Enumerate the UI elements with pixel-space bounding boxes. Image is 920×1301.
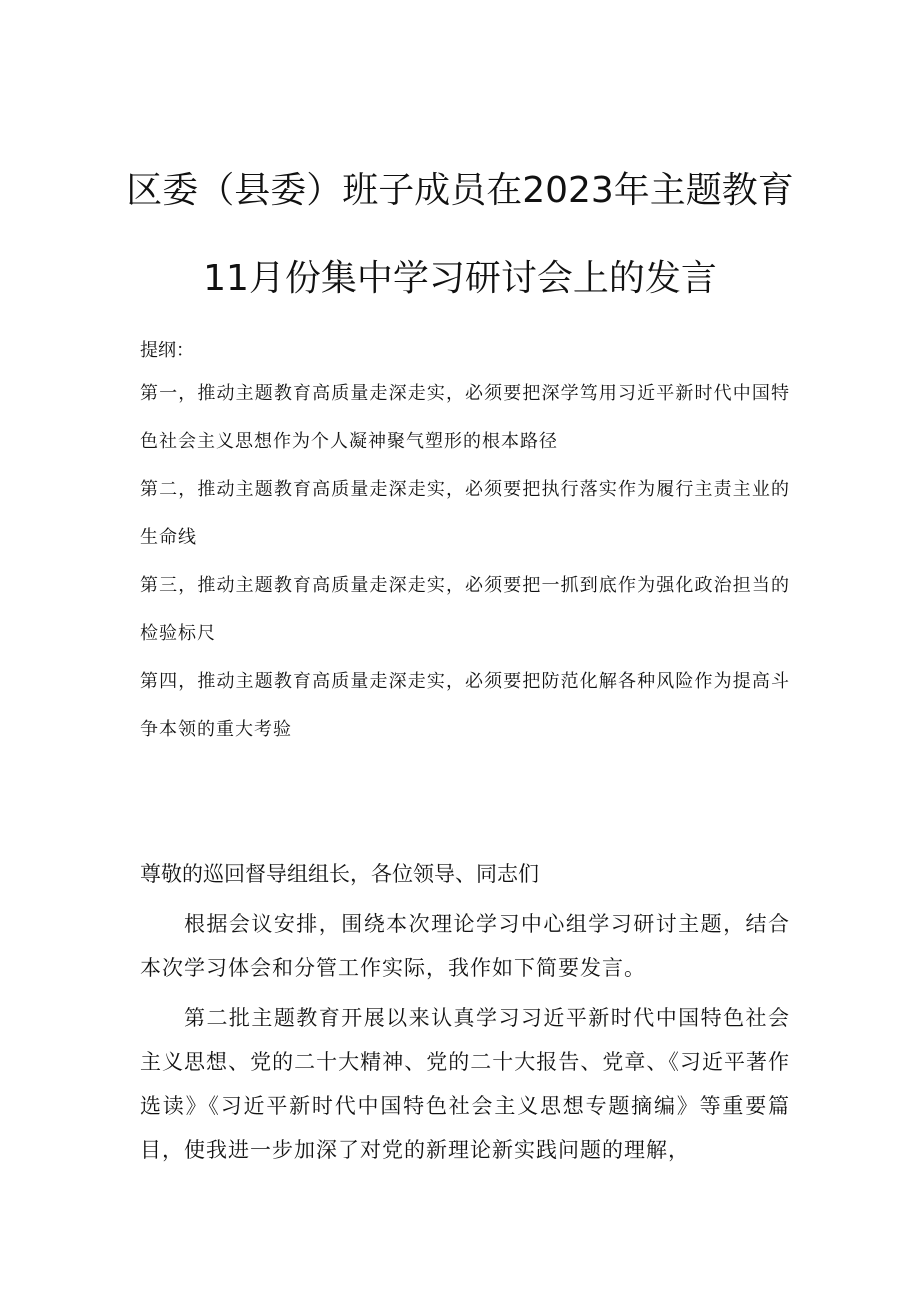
outline-label: 提纲：	[140, 340, 194, 361]
outline-item: 第二，推动主题教育高质量走深走实，必须要把执行落实作为履行主责主业的生命线	[140, 479, 790, 548]
document-title-line-1: 区委（县委）班子成员在2023年主题教育	[126, 170, 794, 211]
outline-item: 第一，推动主题教育高质量走深走实，必须要把深学笃用习近平新时代中国特色社会主义思想作为个人凝神聚气塑形的根本路径	[140, 383, 790, 452]
outline-item: 第四，推动主题教育高质量走深走实，必须要把防范化解各种风险作为提高斗争本领的重大考验	[140, 671, 790, 740]
body-paragraph: 根据会议安排，围绕本次理论学习中心组学习研讨主题，结合本次学习体会和分管工作实际，我作如下简要发言。	[140, 912, 790, 980]
speech-greeting: 尊敬的巡回督导组组长，各位领导、同志们	[140, 862, 539, 886]
document-title-line-2: 11月份集中学习研讨会上的发言	[203, 258, 717, 299]
outline-item: 第三，推动主题教育高质量走深走实，必须要把一抓到底作为强化政治担当的检验标尺	[140, 575, 790, 644]
body-paragraph: 第二批主题教育开展以来认真学习习近平新时代中国特色社会主义思想、党的二十大精神、党的二十大报告、党章、《习近平著作选读》《习近平新时代中国特色社会主义思想专题摘编》等重要篇目，使我进一步加深了对党的新理论新实践问题的理解，	[140, 1006, 790, 1162]
